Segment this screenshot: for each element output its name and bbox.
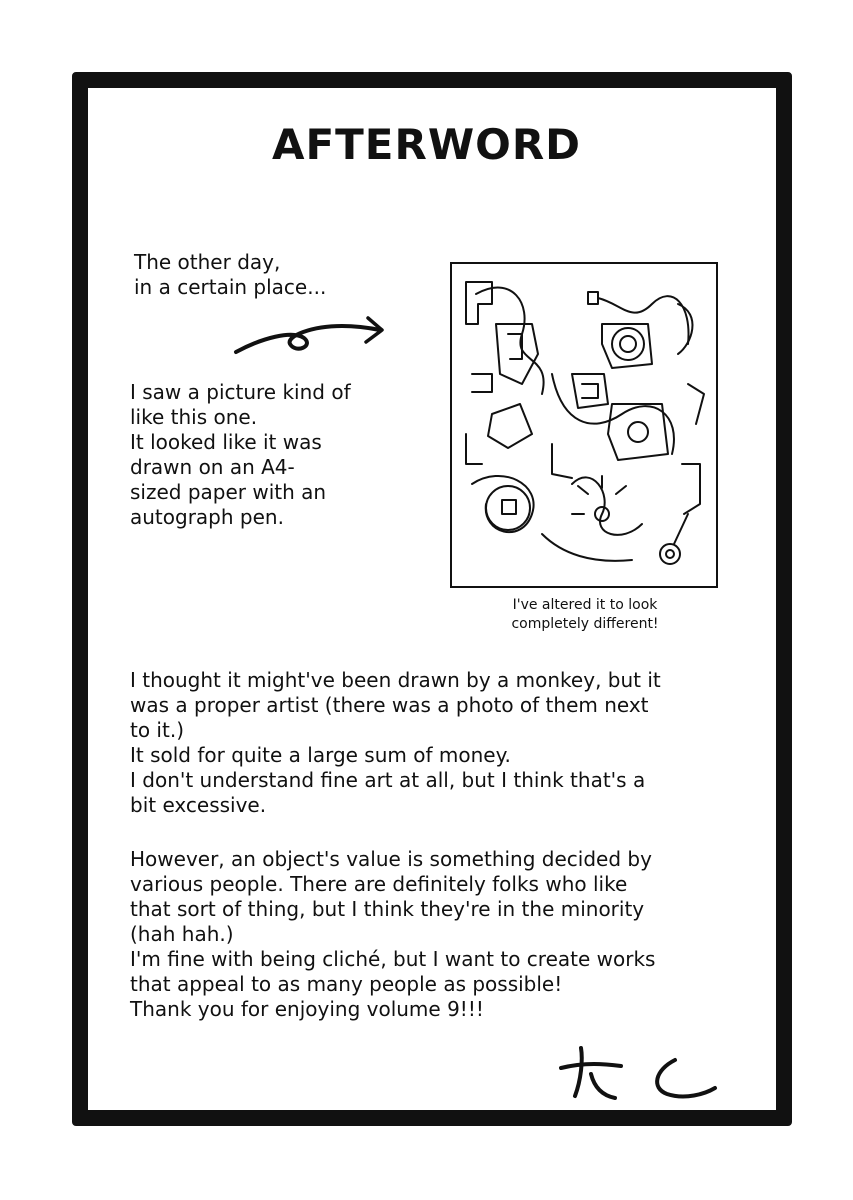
curly-arrow-icon [232,308,387,358]
paragraph-1: I thought it might've been drawn by a monkey, but it was a proper artist (there was a photo of them next to it.) It sold for quite a large sum of money. I don't understand fine art at all, but I think that's a bit excessive. [130,668,661,817]
scribble-art-icon [452,264,716,586]
paragraph-2: However, an object's value is something decided by various people. There are definitely folks who like that sort of thing, but I think they're in the minority (hah hah.) I'm fine with being cliché, but I want to create works that appeal to as many people as possible! Thank you for enjoying volume 9!!! [130,847,656,1021]
saw-picture-text: I saw a picture kind of like this one. It looked like it was drawn on an A4- sized paper with an autograph pen. [130,380,351,529]
author-signature [555,1040,725,1110]
page-title: AFTERWORD [271,120,582,169]
abstract-art-illustration [450,262,718,588]
intro-text: The other day, in a certain place... [134,250,327,299]
art-caption: I've altered it to look completely different! [511,597,659,632]
